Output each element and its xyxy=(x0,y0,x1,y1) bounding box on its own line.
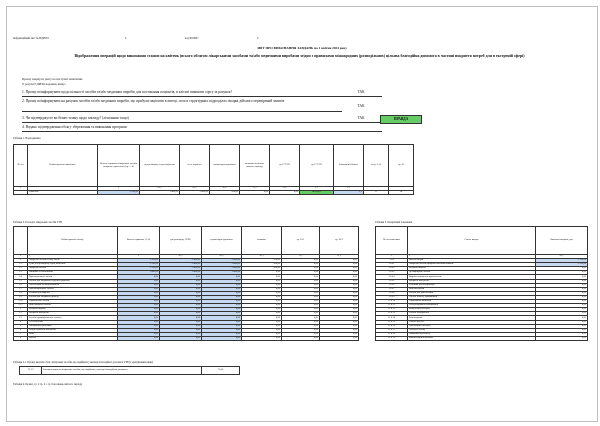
table-row: 11.4.14 Інші видатки 0,00 xyxy=(376,316,588,320)
t1-h1: Найменування показника xyxy=(28,145,98,187)
table-row: 11.4.5 Витратні матеріали 0,00 xyxy=(376,279,588,283)
table-row: 11.4 Всього витрат 2 700,00 xyxy=(376,259,588,263)
table-row: 11.4.8 Засоби для діагностики 0,00 xyxy=(376,291,588,295)
questions-header: Прошу звернути увагу на наступні запитання: xyxy=(22,77,83,81)
table-row: 11.4.9 Засоби захисту працівників 0,00 xyxy=(376,295,588,299)
table-row: 3.2 Засоби індивідуального захисту 0,00 0,00 0,00 0,00 0,00 0,00 xyxy=(14,316,359,320)
question-1-answer[interactable]: ТАК xyxy=(357,90,365,94)
table-row: 2.5 Засоби для лікування серцево-судинних 0,00 0,00 0,00 0,00 0,00 0,00 xyxy=(14,279,359,283)
top-code: код 0019907 xyxy=(185,37,199,40)
table-row: 11.4.1 Лікарські засоби придбані власним коштом 2 700,00 xyxy=(376,263,588,267)
table1 xyxy=(13,144,414,195)
report-subtitle: Відображення операцій щодо виконання станом на квітень (всього обсягом лікарськими засобами та/або медичними виробами згідно з правилами міжнародних (розподільних) цільова благодійна допомога в частині покриття потреб для в екстреній сфері) xyxy=(74,54,525,58)
t1-h9: Фактичний баланс xyxy=(334,145,364,187)
table-row: 11.4.16 Транспортні послуги 0,00 xyxy=(376,324,588,328)
table-row: 1 2 10,1 xyxy=(376,255,588,259)
table3: № з/п показника Стаття витрат Фактичні витрати, грн 1 2 10,1 11.4 Всього витрат 2 700,00 11.4.1 Лікарські засоби придбані власним коштом 2 700,00 11.4.2 Медичні вироби 0,00 11.4.3 Дезінфікуючі засоби 0,00 11.4.4 Вироби медичного призначення 0,00 11.4.5 Витратні матеріали 0,00 11.4.6 Реактиви для лабораторії 0,00 11.4.7 Інші матеріали 0,00 11.4.8 Засоби для діагностики 0,00 11.4.9 Засоби захисту працівників 0,00 11.4.10 Харчування пацієнтів 0,00 11.4.11 Обслуговування обладнання 0,00 11.4.12 Комунальні послуги 0,00 11.4.13 Ремонт обладнання 0,00 11.4.14 Інші видатки 0,00 11.4.15 Оплата послуг 0,00 11.4.16 Транспортні послуги 0,00 11.4.17 Послуги зв'язку 0,00 11.4.18 Навчання персоналу 0,00 11.4.19 Компенсаційні виплати 0,00 xyxy=(375,226,588,341)
table-row: 11.4.13 Ремонт обладнання 0,00 xyxy=(376,312,588,316)
table-row: 8 Всього 0,00 0,00 0,00 0,00 0,00 0,00 xyxy=(14,336,359,340)
t1-h0: № з/п xyxy=(14,145,28,187)
top-mid-value: 0 xyxy=(125,37,127,40)
questions-sub: У розрізі ЄДРПО надання, якщо: xyxy=(22,82,66,86)
table-row: 11.4.19 Компенсаційні виплати 0,00 xyxy=(376,336,588,340)
table-row: 2.3 Вакцини та анатоксини 1 000,00 1 000,00 1 000,00 0,00 0,00 0,00 xyxy=(14,271,359,275)
t1-h4: в т.ч. вартість xyxy=(180,145,210,187)
table3-caption: Таблиця 3. Оперативні показники xyxy=(375,221,413,224)
top-right-value: 0 xyxy=(257,37,259,40)
question-3: 3. Чи підтверджуєте ви бізнес-плану щодо закладу? (лічильник тощо) xyxy=(22,115,382,123)
table2-caption: Таблиця 2. Розподіл лікарських засобів ТЗН xyxy=(13,221,62,224)
table-row: 11.4.10 Харчування пацієнтів 0,00 xyxy=(376,300,588,304)
table2: Найменування засобу Всього отримано (1+4) для розподілу (ТЗН) гуманітарна допомога залишок гр. 10.1 гр. 10.2 1 2 2 10,1 10,2 10,3 11,1 11,2 2 Лікарські засоби в тому числі: 2 700,00 2 400,00 2 000,00 100,00 0,00 0,00 2.1 з них для розподілу серед пацієнтів 2 700,00 2 400,00 2 000,00 100,00 0,00 0,00 2.2 Лікарські засоби 2 700,00 2 400,00 2 000,00 100,00 0,00 0,00 2.3 Вакцини та анатоксини 1 000,00 1 000,00 1 000,00 0,00 0,00 0,00 2.4 Протипухлинні засоби 0,00 0,00 0,00 0,00 0,00 0,00 2.5 Засоби для лікування серцево-судинних 0,00 0,00 0,00 0,00 0,00 0,00 2.6 Анестетики та міорелаксанти 0,00 0,00 0,00 0,00 0,00 0,00 2.7 Протиінфекційні засоби 0,00 0,00 0,00 0,00 0,00 0,00 2.8 Розчини для інфузій 0,00 0,00 0,00 0,00 0,00 0,00 2.9 Засоби для лікування діабету 0,00 0,00 0,00 0,00 0,00 0,00 2.10 Гормональні засоби 0,00 0,00 0,00 0,00 0,00 0,00 2.11 Інші лікарські засоби 0,00 0,00 0,00 0,00 0,00 0,00 3 Медичні вироби 0,00 0,00 0,00 0,00 0,00 0,00 3.1 Витратні матеріали 0,00 0,00 0,00 0,00 0,00 0,00 3.2 Засоби індивідуального захисту 0,00 0,00 0,00 0,00 0,00 0,00 4 Тест-системи 0,00 0,00 0,00 0,00 0,00 0,00 5 Лабораторні реактиви 0,00 0,00 0,00 0,00 0,00 0,00 6 Перев'язувальні матеріали 0,00 0,00 0,00 0,00 0,00 0,00 7 Інше 0,00 0,00 0,00 0,00 0,00 0,00 8 Всього 0,00 0,00 0,00 0,00 0,00 0,00 xyxy=(13,226,359,341)
table-row: 2.9 Засоби для лікування діабету 0,00 0,00 0,00 0,00 0,00 0,00 xyxy=(14,295,359,299)
t1-h3: для розподілу серед пацієнтів xyxy=(140,145,180,187)
report-sheet xyxy=(6,6,598,422)
table-row: 2.8 Розчини для інфузій 0,00 0,00 0,00 0,00 0,00 0,00 xyxy=(14,291,359,295)
table-row: 4 Тест-системи 0,00 0,00 0,00 0,00 0,00 0,00 xyxy=(14,320,359,324)
table-row: 2.11 Інші лікарські засоби 0,00 0,00 0,00 0,00 0,00 0,00 xyxy=(14,304,359,308)
note2-caption: Таблиця 4. Баланс, гр. 2 гр. 4 = гр. 6 на кінець звітного періоду xyxy=(13,383,83,386)
table-row: 3.1 Витратні матеріали 0,00 0,00 0,00 0,00 0,00 0,00 xyxy=(14,312,359,316)
t1-h10: за гр. 2-15 xyxy=(364,145,389,187)
report-title: ЗВІТ ПРО ВИКОНАННЯ ЗАВДАНЬ на 1 квітня 2024 року xyxy=(257,46,347,50)
table-row: 2.10 Гормональні засоби 0,00 0,00 0,00 0,00 0,00 0,00 xyxy=(14,300,359,304)
table-row: 6 Перев'язувальні матеріали 0,00 0,00 0,00 0,00 0,00 0,00 xyxy=(14,328,359,332)
note1-caption: Таблиця 2.1. Прошу вказати обсяг лікарських засобів, що надійшли у вигляді благодійної допомоги ТЗН (з урахуванням вище) xyxy=(13,361,154,364)
status-badge: ПРАВДА xyxy=(300,191,334,195)
table-row: 11.4.17 Послуги зв'язку 0,00 xyxy=(376,328,588,332)
table-row: 11.4.11 Обслуговування обладнання 0,00 xyxy=(376,304,588,308)
table-row: 11.4.18 Навчання персоналу 0,00 xyxy=(376,332,588,336)
question-2-answer[interactable]: ТАК xyxy=(357,104,365,108)
question-1: 1. Прошу поінформувати щодо кількості засобів та/або медичних виробів для постачання пацієнтів, в клієнті виконати сорту за рахунок? xyxy=(22,89,382,97)
table-row: 11.4.12 Комунальні послуги 0,00 xyxy=(376,308,588,312)
table-row: 11.4.15 Оплата послуг 0,00 xyxy=(376,320,588,324)
t1-h8: гр.17 ГЗН xyxy=(300,145,334,187)
table-row: 7 Інше 0,00 0,00 0,00 0,00 0,00 0,00 xyxy=(14,332,359,336)
table-row: 2.7 Протиінфекційні засоби 0,00 0,00 0,00 0,00 0,00 0,00 xyxy=(14,287,359,291)
table-row: 2 Лікарські засоби в тому числі: 2 700,00 2 400,00 2 000,00 100,00 0,00 0,00 xyxy=(14,259,359,263)
t1-h11: гр. 16 xyxy=(389,145,414,187)
table-row: 11.4.3 Дезінфікуючі засоби 0,00 xyxy=(376,271,588,275)
question-4: 4. Надано підтвердження обсягу збереження та виконання програми xyxy=(22,124,382,132)
table-row: 11.4.7 Інші матеріали 0,00 xyxy=(376,287,588,291)
table-row: 11.4.4 Вироби медичного призначення 0,00 xyxy=(376,275,588,279)
table-row: 1 2 10,1 10,2 10,3 11,1 11,2 12 13 xyxy=(14,187,414,191)
table-row: 2.1 з них для розподілу серед пацієнтів 2 700,00 2 400,00 2 000,00 100,00 0,00 0,00 xyxy=(14,263,359,267)
note1-table: 12.1.2 Загальна вартість лікарських засобів, що надійшли у вигляді благодійної допомоги 75,00 xyxy=(19,366,240,375)
table-row: 2.2 Лікарські засоби 2 700,00 2 400,00 2 000,00 100,00 0,00 0,00 xyxy=(14,267,359,271)
table-row: 2.6 Анестетики та міорелаксанти 0,00 0,00 0,00 0,00 0,00 0,00 xyxy=(14,283,359,287)
table-row: Значення 2 700,00 2 400,00 2 000,00 100,00 0,00 0,00 ПРАВДА 2,2 0 24 xyxy=(14,191,414,195)
table-row: 5 Лабораторні реактиви 0,00 0,00 0,00 0,00 0,00 0,00 xyxy=(14,324,359,328)
table-row: 2.4 Протипухлинні засоби 0,00 0,00 0,00 0,00 0,00 0,00 xyxy=(14,275,359,279)
table-row: 1 2 2 10,1 10,2 10,3 11,1 11,2 xyxy=(14,255,359,259)
top-left-info: Iнформаційний лист № НДРМ 8 xyxy=(13,37,49,40)
t1-h5: гуманітарна допомога xyxy=(210,145,240,187)
question-2: 2. Прошу поінформувати на рахунок засобів та/або медичних виробів, що прибули пацієнтів в аптеці, поза в структурних підрозділах лікарні дійсного перевірений запитів xyxy=(22,99,342,112)
table-row: 11.4.2 Медичні вироби 0,00 xyxy=(376,267,588,271)
t1-h6: залишок на кінець звітного періоду xyxy=(240,145,270,187)
table-row: 3 Медичні вироби 0,00 0,00 0,00 0,00 0,00 0,00 xyxy=(14,308,359,312)
t1-h2: Всього отримано лікарських засобів (зокрема стратегічні) (гр. 1+4) xyxy=(98,145,140,187)
table-row: 11.4.6 Реактиви для лабораторії 0,00 xyxy=(376,283,588,287)
t1-h7: гр.17 ТЗН xyxy=(270,145,300,187)
question-3-flag: ПРАВДА xyxy=(380,115,422,124)
table1-caption: Таблиця 1. Надходження xyxy=(13,137,41,140)
question-3-answer[interactable]: ТАК xyxy=(357,116,365,120)
